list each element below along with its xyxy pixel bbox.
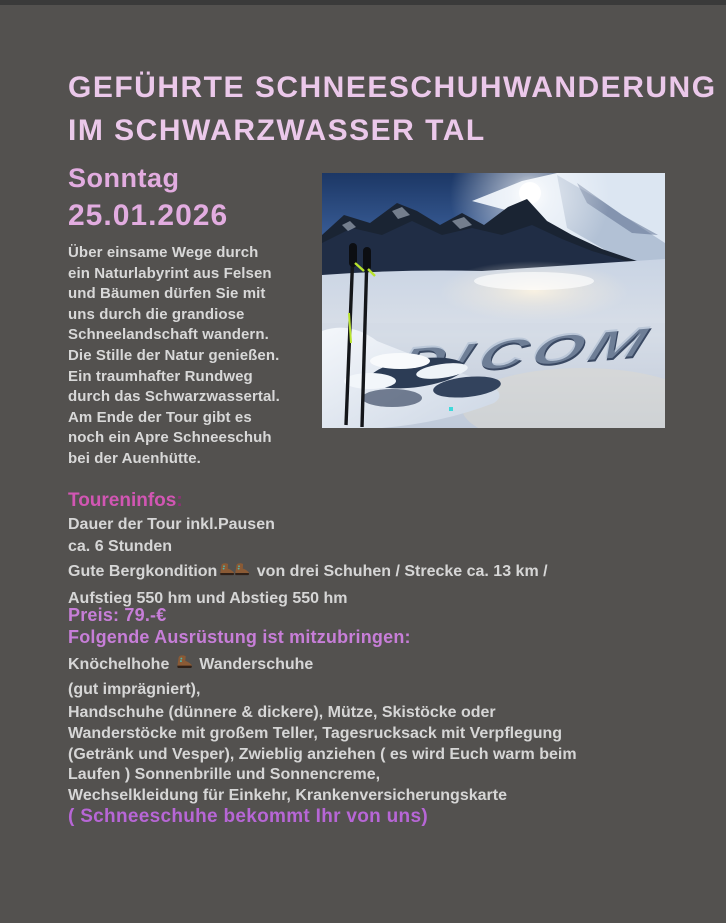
snowshoes-provided-note: ( Schneeschuhe bekommt Ihr von uns) — [68, 806, 428, 827]
intro-paragraph: Über einsame Wege durch ein Naturlabyrint aus Felsen und Bäumen dürfen Sie mit uns durch die grandiose Schneelandschaft wandern. Die Stille der Natur genießen. Ein traumhafter Rundweg durch das Schwarzwassertal. Am Ende der Tour gibt es noch ein Apre Schneeschuh bei der Auenhütte. — [68, 244, 280, 467]
top-border-strip — [0, 0, 726, 5]
toureninfos-colon: : — [176, 490, 183, 511]
hiking-boot-icon — [175, 653, 194, 677]
boots-requirement: Knöchelhohe Wanderschuhe — [68, 653, 313, 677]
title-line1: GEFÜHRTE SCHNEESCHUHWANDERUNG — [68, 71, 717, 104]
title-line2: IM SCHWARZWASSER TAL — [68, 114, 486, 147]
page-title — [68, 66, 717, 152]
impregnated-note: (gut imprägniert), — [68, 681, 201, 698]
price: Preis: 79.-€ — [68, 605, 167, 625]
equipment-list: Handschuhe (dünnere & dickere), Mütze, Skistöcke oder Wanderstöcke mit großem Teller, Tagesrucksack mit Verpflegung (Getränk und Vesper), Zwieblig anziehen ( es wird Euch warm beim Laufen ) Sonnenbrille und Sonnencreme, Wechselkleidung für Einkehr, Krankenversicherungskarte — [68, 704, 577, 805]
equipment-heading: Folgende Ausrüstung ist mitzubringen: — [68, 627, 411, 647]
tour-duration: Dauer der Tour inkl.Pausen ca. 6 Stunden — [68, 516, 275, 555]
photo-reflection — [322, 428, 665, 528]
mountain-photo — [322, 173, 665, 428]
tour-condition-line2: Aufstieg 550 hm und Abstieg 550 hm — [68, 590, 348, 607]
hiking-boot-icon — [233, 561, 251, 587]
tour-condition: Gute Bergkondition von drei Schuhen / Strecke ca. 13 km / Aufstieg 550 hm und Abstieg 550 hm — [68, 563, 548, 607]
event-day: Sonntag — [68, 163, 180, 193]
event-date: 25.01.2026 — [68, 199, 229, 232]
toureninfos-heading: Toureninfos: — [68, 490, 183, 511]
